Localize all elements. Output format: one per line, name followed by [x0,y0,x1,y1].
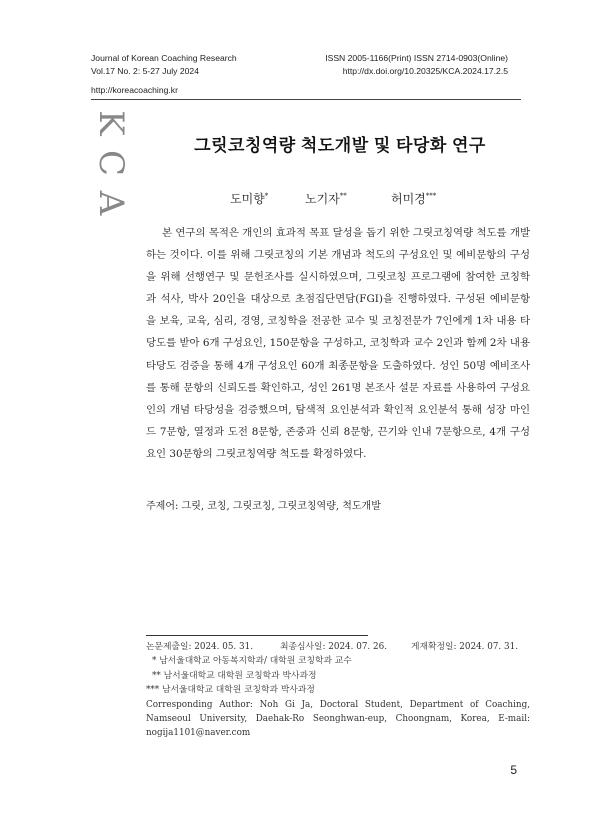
affiliation-1: * 남서울대학교 아동복지학과/ 대학원 코칭학과 교수 [152,656,352,667]
issn-header [325,52,508,78]
kca-side-logo [93,103,129,223]
author-1 [230,190,268,207]
abstract-text: 본 연구의 목적은 개인의 효과적 목표 달성을 돕기 위한 그릿코칭역량 척도를 개발하는 것이다. 이를 위해 그릿코칭의 기본 개념과 척도의 구성요인 및 예비문항의 구성을 위해 선행연구 및 문헌조사를 실시하였으며, 그릿코칭 프로그램에 참여한 코칭학과 석사, 박사 20인을 대상으로 초점집단면담(FGI)을 진행하였다. 구성된 예비문항을 보육, 교육, 심리, 경영, 코칭학을 전공한 교수 및 코칭전문가 7인에게 1차 내용 타당도를 받아 6개 구성요인, 150문항을 구성하고, 코칭학과 교수 2인과 함께 2차 내용 타당도 검증을 통해 4개 구성요인 60개 최종문항을 도출하였다. 성인 50명 예비조사를 통해 문항의 신뢰도를 확인하고, 성인 261명 본조사 설문 자료를 사용하여 구성요인의 개념 타당성을 검증했으며, 탐색적 요인분석과 확인적 요인분석 통해 성장 마인드 7문항, 열정과 도전 8문항, 존중과 신뢰 8문항, 끈기와 인내 7문항으로, 4개 구성요인 30문항의 그릿코칭역량 척도를 확정하였다. [146,227,530,460]
accepted-date: 게재확정일: 2024. 07. 31. [411,642,519,652]
journal-header [91,52,237,78]
kca-letter-k: K [91,110,131,136]
doi-link[interactable]: http://dx.doi.org/10.20325/KCA.2024.17.2.5 [342,66,508,76]
page-number: 5 [510,763,517,777]
submitted-date: 논문제출일: 2024. 05. 31. [146,642,254,652]
review-dates [146,640,530,654]
header-divider [91,99,521,100]
affiliation-3: *** 남서울대학교 대학원 코칭학과 박사과정 [146,685,315,696]
author-name: 허미경 [391,192,426,206]
author-mark: ** [339,192,347,200]
kca-letter-a: A [91,190,131,216]
corresponding-author: Corresponding Author: Noh Gi Ja, Doctoral Student, Department of Coaching, Namseoul University, Daehak-Ro Seonghwan-eup, Choongnam, Korea, E-mail: nogija1101@naver.com [146,699,530,739]
author-3 [391,190,436,207]
author-mark: * [264,192,269,200]
volume-info: Vol.17 No. 2: 5-27 July 2024 [91,66,199,76]
keywords-text: 그릿, 코칭, 그릿코칭, 그릿코칭역량, 척도개발 [181,501,381,512]
author-name: 노기자 [305,192,340,206]
kca-letter-c: C [91,149,131,176]
keywords [146,497,530,512]
author-2 [305,190,347,207]
abstract [146,222,530,465]
reviewed-date: 최종심사일: 2024. 07. 26. [280,642,388,652]
footnotes [146,640,530,741]
author-mark: *** [425,192,437,200]
keywords-label: 주제어: [146,501,179,512]
journal-name: Journal of Korean Coaching Research [91,53,237,63]
issn-info: ISSN 2005-1166(Print) ISSN 2714-0903(Online) [325,53,508,63]
footnote-divider [146,635,368,636]
paper-title: 그릿코칭역량 척도개발 및 타당화 연구 [194,136,486,155]
author-name: 도미향 [230,192,265,206]
affiliation-2: ** 남서울대학교 대학원 코칭학과 박사과정 [152,670,317,681]
website-link[interactable]: http://koreacoaching.kr [91,85,178,95]
